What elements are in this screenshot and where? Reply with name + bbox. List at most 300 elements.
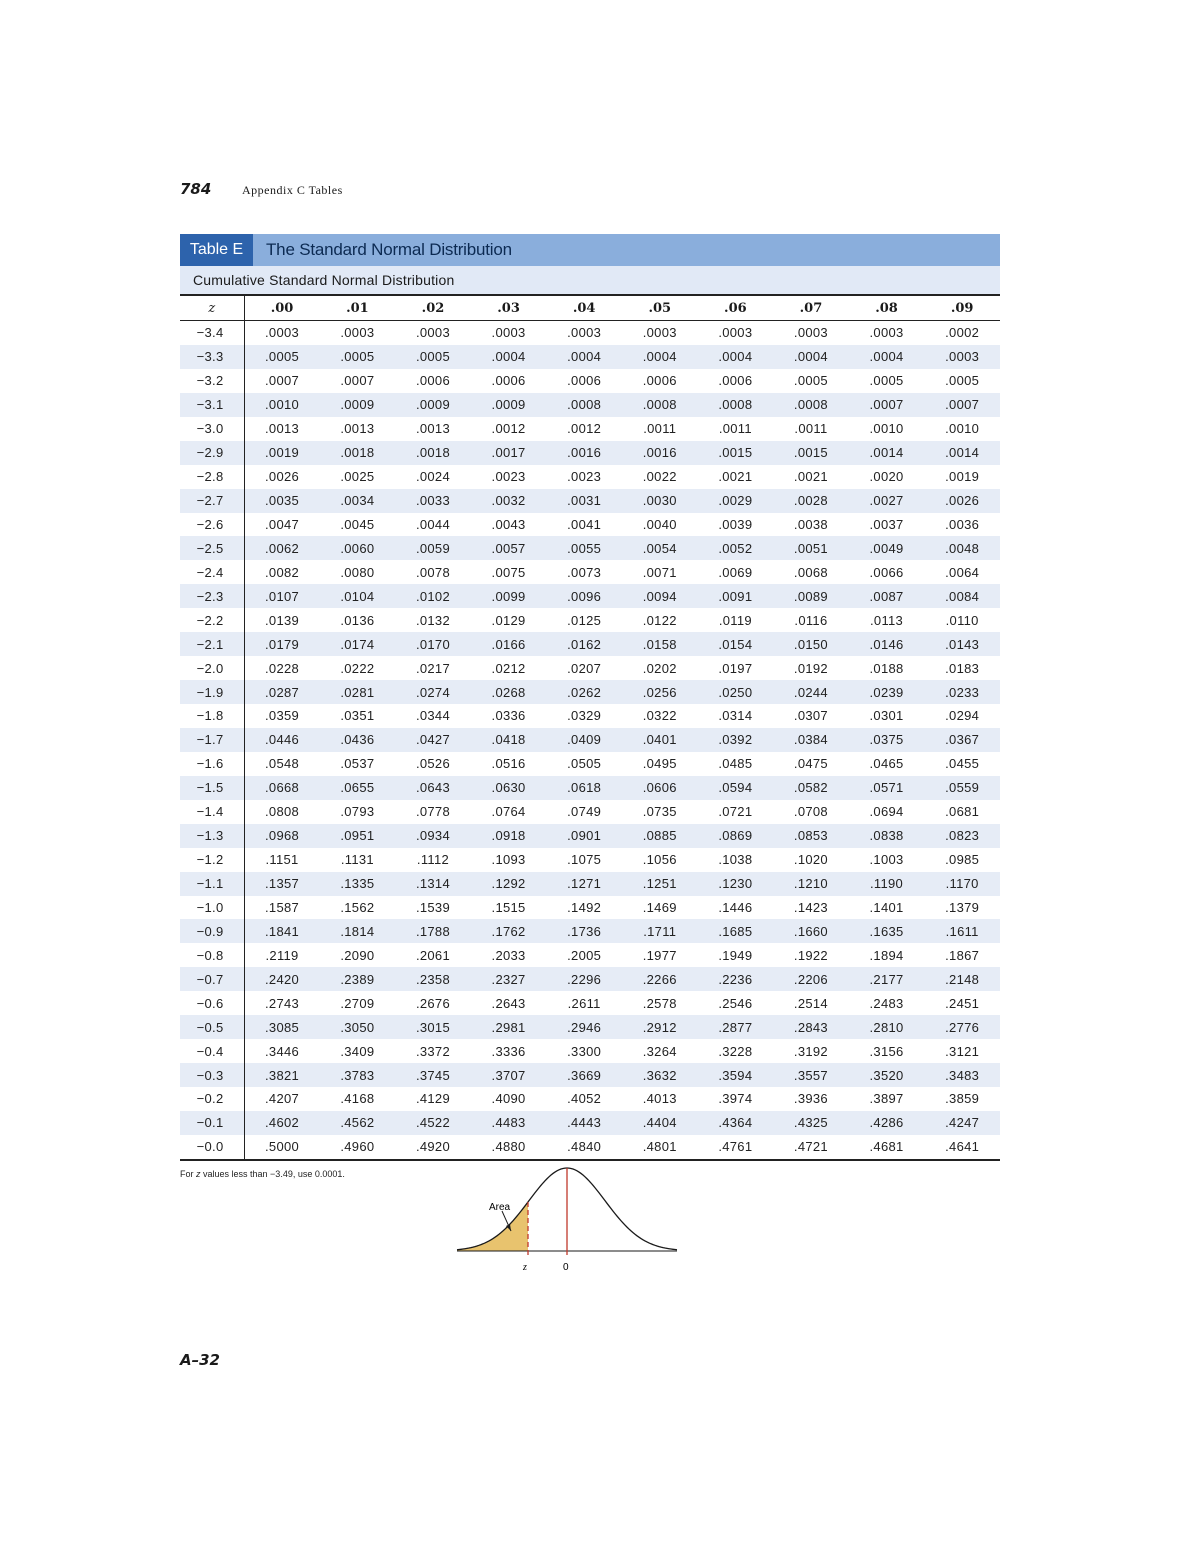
z-value-cell: −2.7 [180, 489, 244, 513]
table-row [180, 1135, 1000, 1160]
probability-cell: .0166 [471, 632, 547, 656]
probability-cell: .0985 [945, 852, 980, 868]
probability-cell: .0107 [244, 584, 320, 608]
probability-cell: .4681 [849, 1135, 925, 1160]
table-row [180, 776, 1000, 800]
z-value-cell: −2.5 [180, 536, 244, 560]
probability-cell: .0465 [869, 756, 904, 772]
z-value-cell: −1.7 [180, 728, 244, 752]
probability-cell: .2451 [945, 995, 980, 1011]
probability-cell: .3446 [265, 1043, 300, 1059]
probability-cell: .0571 [849, 776, 925, 800]
probability-cell: .0005 [320, 345, 396, 369]
probability-cell: .0158 [622, 632, 698, 656]
probability-cell: .0031 [546, 489, 622, 513]
table-row [180, 1087, 1000, 1111]
column-header: .03 [471, 295, 547, 321]
probability-cell: .0287 [244, 680, 320, 704]
column-header: .07 [773, 295, 849, 321]
table-row [180, 1111, 1000, 1135]
footnote-suffix: values less than −3.49, use 0.0001. [200, 1169, 345, 1179]
probability-cell: .0239 [849, 680, 925, 704]
probability-cell: .0017 [471, 441, 547, 465]
probability-cell: .4052 [567, 1091, 602, 1107]
probability-cell: .3264 [642, 1043, 677, 1059]
probability-cell: .1271 [546, 872, 622, 896]
probability-cell: .1867 [945, 947, 980, 963]
probability-cell: .0022 [642, 469, 677, 485]
probability-cell: .0003 [567, 325, 602, 341]
table-row [180, 943, 1000, 967]
probability-cell: .2643 [491, 995, 526, 1011]
probability-cell: .0694 [869, 804, 904, 820]
probability-cell: .0162 [546, 632, 622, 656]
table-row [180, 632, 1000, 656]
probability-cell: .0044 [415, 516, 450, 532]
probability-cell: .0455 [945, 756, 980, 772]
probability-cell: .3192 [793, 1043, 828, 1059]
probability-cell: .0009 [395, 393, 471, 417]
probability-cell: .0003 [869, 325, 904, 341]
probability-cell: .0028 [773, 489, 849, 513]
z-value-cell: −3.4 [180, 321, 244, 345]
probability-cell: .3669 [546, 1063, 622, 1087]
probability-cell: .2843 [773, 1015, 849, 1039]
probability-cell: .0643 [395, 776, 471, 800]
probability-cell: .0446 [244, 728, 320, 752]
probability-cell: .0005 [793, 373, 828, 389]
probability-cell: .0222 [340, 660, 375, 676]
probability-cell: .0034 [320, 489, 396, 513]
probability-cell: .0526 [415, 756, 450, 772]
probability-cell: .2578 [642, 995, 677, 1011]
probability-cell: .4920 [395, 1135, 471, 1160]
probability-cell: .0129 [491, 612, 526, 628]
probability-cell: .0014 [924, 441, 1000, 465]
probability-cell: .0154 [698, 632, 774, 656]
probability-cell: .0951 [320, 824, 396, 848]
probability-cell: .2946 [546, 1015, 622, 1039]
probability-cell: .0049 [849, 536, 925, 560]
table-row [180, 345, 1000, 369]
probability-cell: .4013 [642, 1091, 677, 1107]
probability-cell: .0080 [340, 564, 375, 580]
probability-cell: .0119 [718, 612, 752, 628]
z-value-cell: −1.5 [180, 776, 244, 800]
probability-cell: .0026 [924, 489, 1000, 513]
probability-cell: .0268 [471, 680, 547, 704]
normal-distribution-table [180, 234, 1000, 1161]
probability-cell: .1762 [471, 919, 547, 943]
probability-cell: .1841 [244, 919, 320, 943]
probability-cell: .0749 [567, 804, 602, 820]
probability-cell: .0012 [567, 421, 602, 437]
probability-cell: .0060 [320, 536, 396, 560]
table-row [180, 1063, 1000, 1087]
page-header [180, 180, 343, 198]
z-value-cell: −0.4 [180, 1039, 244, 1063]
probability-cell: .0274 [395, 680, 471, 704]
probability-cell: .0003 [642, 325, 677, 341]
probability-cell: .0150 [773, 632, 849, 656]
probability-cell: .0073 [567, 564, 602, 580]
table-row [180, 800, 1000, 824]
z-value-cell: −0.8 [180, 943, 244, 967]
table-row [180, 1015, 1000, 1039]
probability-cell: .0113 [870, 612, 904, 628]
probability-cell: .1379 [945, 899, 980, 915]
probability-cell: .1357 [244, 872, 320, 896]
probability-cell: .2119 [265, 947, 299, 963]
probability-cell: .0212 [491, 660, 526, 676]
probability-cell: .1587 [265, 899, 300, 915]
probability-cell: .0082 [265, 564, 300, 580]
probability-cell: .0901 [546, 824, 622, 848]
probability-cell: .4090 [491, 1091, 526, 1107]
probability-cell: .0735 [642, 804, 677, 820]
probability-cell: .0359 [265, 708, 300, 724]
probability-cell: .0051 [773, 536, 849, 560]
probability-cell: .0202 [642, 660, 677, 676]
probability-cell: .3409 [340, 1043, 375, 1059]
z-table [180, 294, 1000, 1161]
probability-cell: .1469 [642, 899, 677, 915]
probability-cell: .1492 [567, 899, 602, 915]
probability-cell: .0043 [491, 516, 526, 532]
z-value-cell: −0.1 [180, 1111, 244, 1135]
probability-cell: .0934 [395, 824, 471, 848]
probability-cell: .0029 [698, 489, 774, 513]
probability-cell: .3228 [718, 1043, 753, 1059]
probability-cell: .0018 [395, 441, 471, 465]
table-row [180, 441, 1000, 465]
probability-cell: .0011 [643, 421, 677, 437]
z-value-cell: −2.9 [180, 441, 244, 465]
probability-cell: .2005 [567, 947, 602, 963]
probability-cell: .0179 [244, 632, 320, 656]
probability-cell: .0418 [471, 728, 547, 752]
probability-cell: .0084 [924, 584, 1000, 608]
probability-cell: .4522 [395, 1111, 471, 1135]
probability-cell: .1977 [642, 947, 677, 963]
probability-cell: .0089 [773, 584, 849, 608]
probability-cell: .0606 [622, 776, 698, 800]
table-title-bar [180, 234, 1000, 266]
probability-cell: .1685 [698, 919, 774, 943]
probability-cell: .0004 [849, 345, 925, 369]
probability-cell: .0019 [244, 441, 320, 465]
probability-cell: .0301 [869, 708, 904, 724]
probability-cell: .1423 [793, 899, 828, 915]
table-row [180, 896, 1000, 920]
z-value-cell: −3.3 [180, 345, 244, 369]
probability-cell: .1056 [642, 852, 677, 868]
column-header: .08 [849, 295, 925, 321]
probability-cell: .0655 [320, 776, 396, 800]
probability-cell: .0256 [622, 680, 698, 704]
table-row [180, 848, 1000, 872]
probability-cell: .4960 [320, 1135, 396, 1160]
probability-cell: .0069 [718, 564, 753, 580]
column-header: .09 [924, 295, 1000, 321]
probability-cell: .0143 [924, 632, 1000, 656]
table-row [180, 991, 1000, 1015]
probability-cell: .3557 [773, 1063, 849, 1087]
probability-cell: .0012 [491, 421, 526, 437]
probability-cell: .0016 [546, 441, 622, 465]
probability-cell: .0066 [869, 564, 904, 580]
probability-cell: .3156 [869, 1043, 904, 1059]
probability-cell: .3085 [244, 1015, 320, 1039]
probability-cell: .0099 [471, 584, 547, 608]
probability-cell: .0183 [945, 660, 980, 676]
probability-cell: .0207 [567, 660, 602, 676]
probability-cell: .4562 [320, 1111, 396, 1135]
z-value-cell: −2.0 [180, 656, 244, 680]
z-value-cell: −3.2 [180, 369, 244, 393]
probability-cell: .1131 [340, 852, 374, 868]
probability-cell: .4602 [244, 1111, 320, 1135]
probability-cell: .0096 [546, 584, 622, 608]
z-value-cell: −1.8 [180, 704, 244, 728]
table-row [180, 465, 1000, 489]
probability-cell: .0025 [340, 469, 375, 485]
probability-cell: .0091 [698, 584, 774, 608]
probability-cell: .0139 [265, 612, 300, 628]
z-value-cell: −1.4 [180, 800, 244, 824]
probability-cell: .0197 [718, 660, 753, 676]
probability-cell: .2810 [849, 1015, 925, 1039]
z-value-cell: −0.2 [180, 1087, 244, 1111]
probability-cell: .0885 [622, 824, 698, 848]
probability-cell: .0427 [395, 728, 471, 752]
probability-cell: .2912 [622, 1015, 698, 1039]
table-row [180, 536, 1000, 560]
probability-cell: .0030 [622, 489, 698, 513]
probability-cell: .0618 [546, 776, 622, 800]
probability-cell: .1949 [718, 947, 753, 963]
probability-cell: .0094 [622, 584, 698, 608]
running-title: Appendix C Tables [242, 183, 343, 197]
probability-cell: .0004 [773, 345, 849, 369]
z-value-cell: −0.0 [180, 1135, 244, 1160]
table-row [180, 872, 1000, 896]
probability-cell: .0495 [642, 756, 677, 772]
probability-cell: .0032 [471, 489, 547, 513]
probability-cell: .0630 [471, 776, 547, 800]
probability-cell: .0003 [491, 325, 526, 341]
table-row [180, 752, 1000, 776]
probability-cell: .0039 [718, 516, 753, 532]
probability-cell: .0078 [415, 564, 450, 580]
probability-cell: .0668 [244, 776, 320, 800]
probability-cell: .3483 [924, 1063, 1000, 1087]
probability-cell: .0003 [265, 325, 300, 341]
probability-cell: .3745 [395, 1063, 471, 1087]
probability-cell: .1515 [491, 899, 526, 915]
probability-cell: .3336 [491, 1043, 526, 1059]
probability-cell: .0016 [622, 441, 698, 465]
probability-cell: .1922 [793, 947, 828, 963]
table-title: The Standard Normal Distribution [266, 240, 512, 259]
probability-cell: .0006 [491, 373, 526, 389]
probability-cell: .0009 [320, 393, 396, 417]
probability-cell: .0250 [698, 680, 774, 704]
probability-cell: .0013 [340, 421, 375, 437]
probability-cell: .1401 [869, 899, 904, 915]
probability-cell: .0217 [415, 660, 450, 676]
probability-cell: .3300 [567, 1043, 602, 1059]
z-value-cell: −0.3 [180, 1063, 244, 1087]
probability-cell: .4483 [471, 1111, 547, 1135]
z-value-cell: −1.9 [180, 680, 244, 704]
probability-cell: .4247 [924, 1111, 1000, 1135]
column-header: .05 [622, 295, 698, 321]
z-value-cell: −2.1 [180, 632, 244, 656]
area-label: Area [489, 1202, 511, 1213]
table-label: Table E [180, 234, 253, 266]
footnote-prefix: For [180, 1169, 197, 1179]
column-header: .04 [546, 295, 622, 321]
probability-cell: .2358 [395, 967, 471, 991]
probability-cell: .0233 [924, 680, 1000, 704]
probability-cell: .0008 [622, 393, 698, 417]
probability-cell: .0262 [546, 680, 622, 704]
probability-cell: .0764 [491, 804, 526, 820]
probability-cell: .0059 [395, 536, 471, 560]
probability-cell: .0010 [869, 421, 904, 437]
probability-cell: .0436 [320, 728, 396, 752]
probability-cell: .0013 [415, 421, 450, 437]
probability-cell: .0023 [491, 469, 526, 485]
probability-cell: .0116 [794, 612, 828, 628]
probability-cell: .2266 [622, 967, 698, 991]
probability-cell: .0045 [340, 516, 375, 532]
probability-cell: .0007 [849, 393, 925, 417]
probability-cell: .0853 [773, 824, 849, 848]
probability-cell: .0018 [320, 441, 396, 465]
column-header: .00 [244, 295, 320, 321]
probability-cell: .1814 [320, 919, 396, 943]
probability-cell: .2033 [491, 947, 526, 963]
probability-cell: .0314 [718, 708, 753, 724]
zero-axis-label: 0 [563, 1262, 569, 1272]
probability-cell: .1292 [471, 872, 547, 896]
probability-cell: .0102 [395, 584, 471, 608]
probability-cell: .1788 [395, 919, 471, 943]
probability-cell: .3707 [471, 1063, 547, 1087]
column-header: .02 [395, 295, 471, 321]
probability-cell: .0968 [244, 824, 320, 848]
probability-cell: .0228 [265, 660, 300, 676]
probability-cell: .0110 [945, 612, 979, 628]
probability-cell: .1736 [546, 919, 622, 943]
probability-cell: .0048 [924, 536, 1000, 560]
probability-cell: .0336 [491, 708, 526, 724]
probability-cell: .0071 [642, 564, 677, 580]
probability-cell: .1170 [924, 872, 1000, 896]
probability-cell: .1611 [924, 919, 1000, 943]
probability-cell: .0055 [546, 536, 622, 560]
probability-cell: .0004 [546, 345, 622, 369]
probability-cell: .2206 [773, 967, 849, 991]
table-row [180, 321, 1000, 345]
probability-cell: .4721 [773, 1135, 849, 1160]
probability-cell: .0322 [642, 708, 677, 724]
probability-cell: .0010 [244, 393, 320, 417]
probability-cell: .3121 [945, 1043, 980, 1059]
probability-cell: .0708 [793, 804, 828, 820]
probability-cell: .1562 [340, 899, 375, 915]
probability-cell: .4801 [622, 1135, 698, 1160]
probability-cell: .0582 [773, 776, 849, 800]
probability-cell: .0003 [793, 325, 828, 341]
probability-cell: .0003 [924, 345, 1000, 369]
probability-cell: .0823 [924, 824, 1000, 848]
probability-cell: .0516 [491, 756, 526, 772]
probability-cell: .0047 [265, 516, 300, 532]
probability-cell: .0019 [945, 469, 980, 485]
probability-cell: .0244 [773, 680, 849, 704]
probability-cell: .0793 [340, 804, 375, 820]
probability-cell: .0010 [945, 421, 980, 437]
probability-cell: .0005 [869, 373, 904, 389]
probability-cell: .0068 [793, 564, 828, 580]
probability-cell: .0015 [698, 441, 774, 465]
probability-cell: .0146 [849, 632, 925, 656]
probability-cell: .1112 [416, 852, 450, 868]
probability-cell: .1003 [869, 852, 904, 868]
probability-cell: .2148 [924, 967, 1000, 991]
probability-cell: .0392 [698, 728, 774, 752]
header-row [180, 295, 1000, 321]
probability-cell: .3632 [622, 1063, 698, 1087]
probability-cell: .0004 [471, 345, 547, 369]
probability-cell: .3936 [793, 1091, 828, 1107]
probability-cell: .0808 [265, 804, 300, 820]
probability-cell: .3015 [395, 1015, 471, 1039]
footnote-z: z [196, 1169, 201, 1179]
table-row [180, 1039, 1000, 1063]
probability-cell: .2177 [849, 967, 925, 991]
probability-cell: .4325 [773, 1111, 849, 1135]
table-row [180, 919, 1000, 943]
probability-cell: .0007 [265, 373, 300, 389]
probability-cell: .2709 [340, 995, 375, 1011]
probability-cell: .0375 [849, 728, 925, 752]
probability-cell: .4641 [924, 1135, 1000, 1160]
table-row [180, 369, 1000, 393]
probability-cell: .0192 [793, 660, 828, 676]
probability-cell: .3821 [244, 1063, 320, 1087]
probability-cell: .0721 [718, 804, 753, 820]
probability-cell: .0021 [718, 469, 753, 485]
probability-cell: .0005 [395, 345, 471, 369]
probability-cell: .0281 [320, 680, 396, 704]
probability-cell: .0869 [698, 824, 774, 848]
probability-cell: .0132 [415, 612, 450, 628]
probability-cell: .2743 [265, 995, 300, 1011]
probability-cell: .0075 [491, 564, 526, 580]
table-row [180, 608, 1000, 632]
probability-cell: .0918 [471, 824, 547, 848]
column-header: .06 [698, 295, 774, 321]
probability-cell: .0021 [793, 469, 828, 485]
probability-cell: .1093 [491, 852, 526, 868]
probability-cell: .0384 [773, 728, 849, 752]
probability-cell: .4129 [415, 1091, 450, 1107]
probability-cell: .1660 [773, 919, 849, 943]
